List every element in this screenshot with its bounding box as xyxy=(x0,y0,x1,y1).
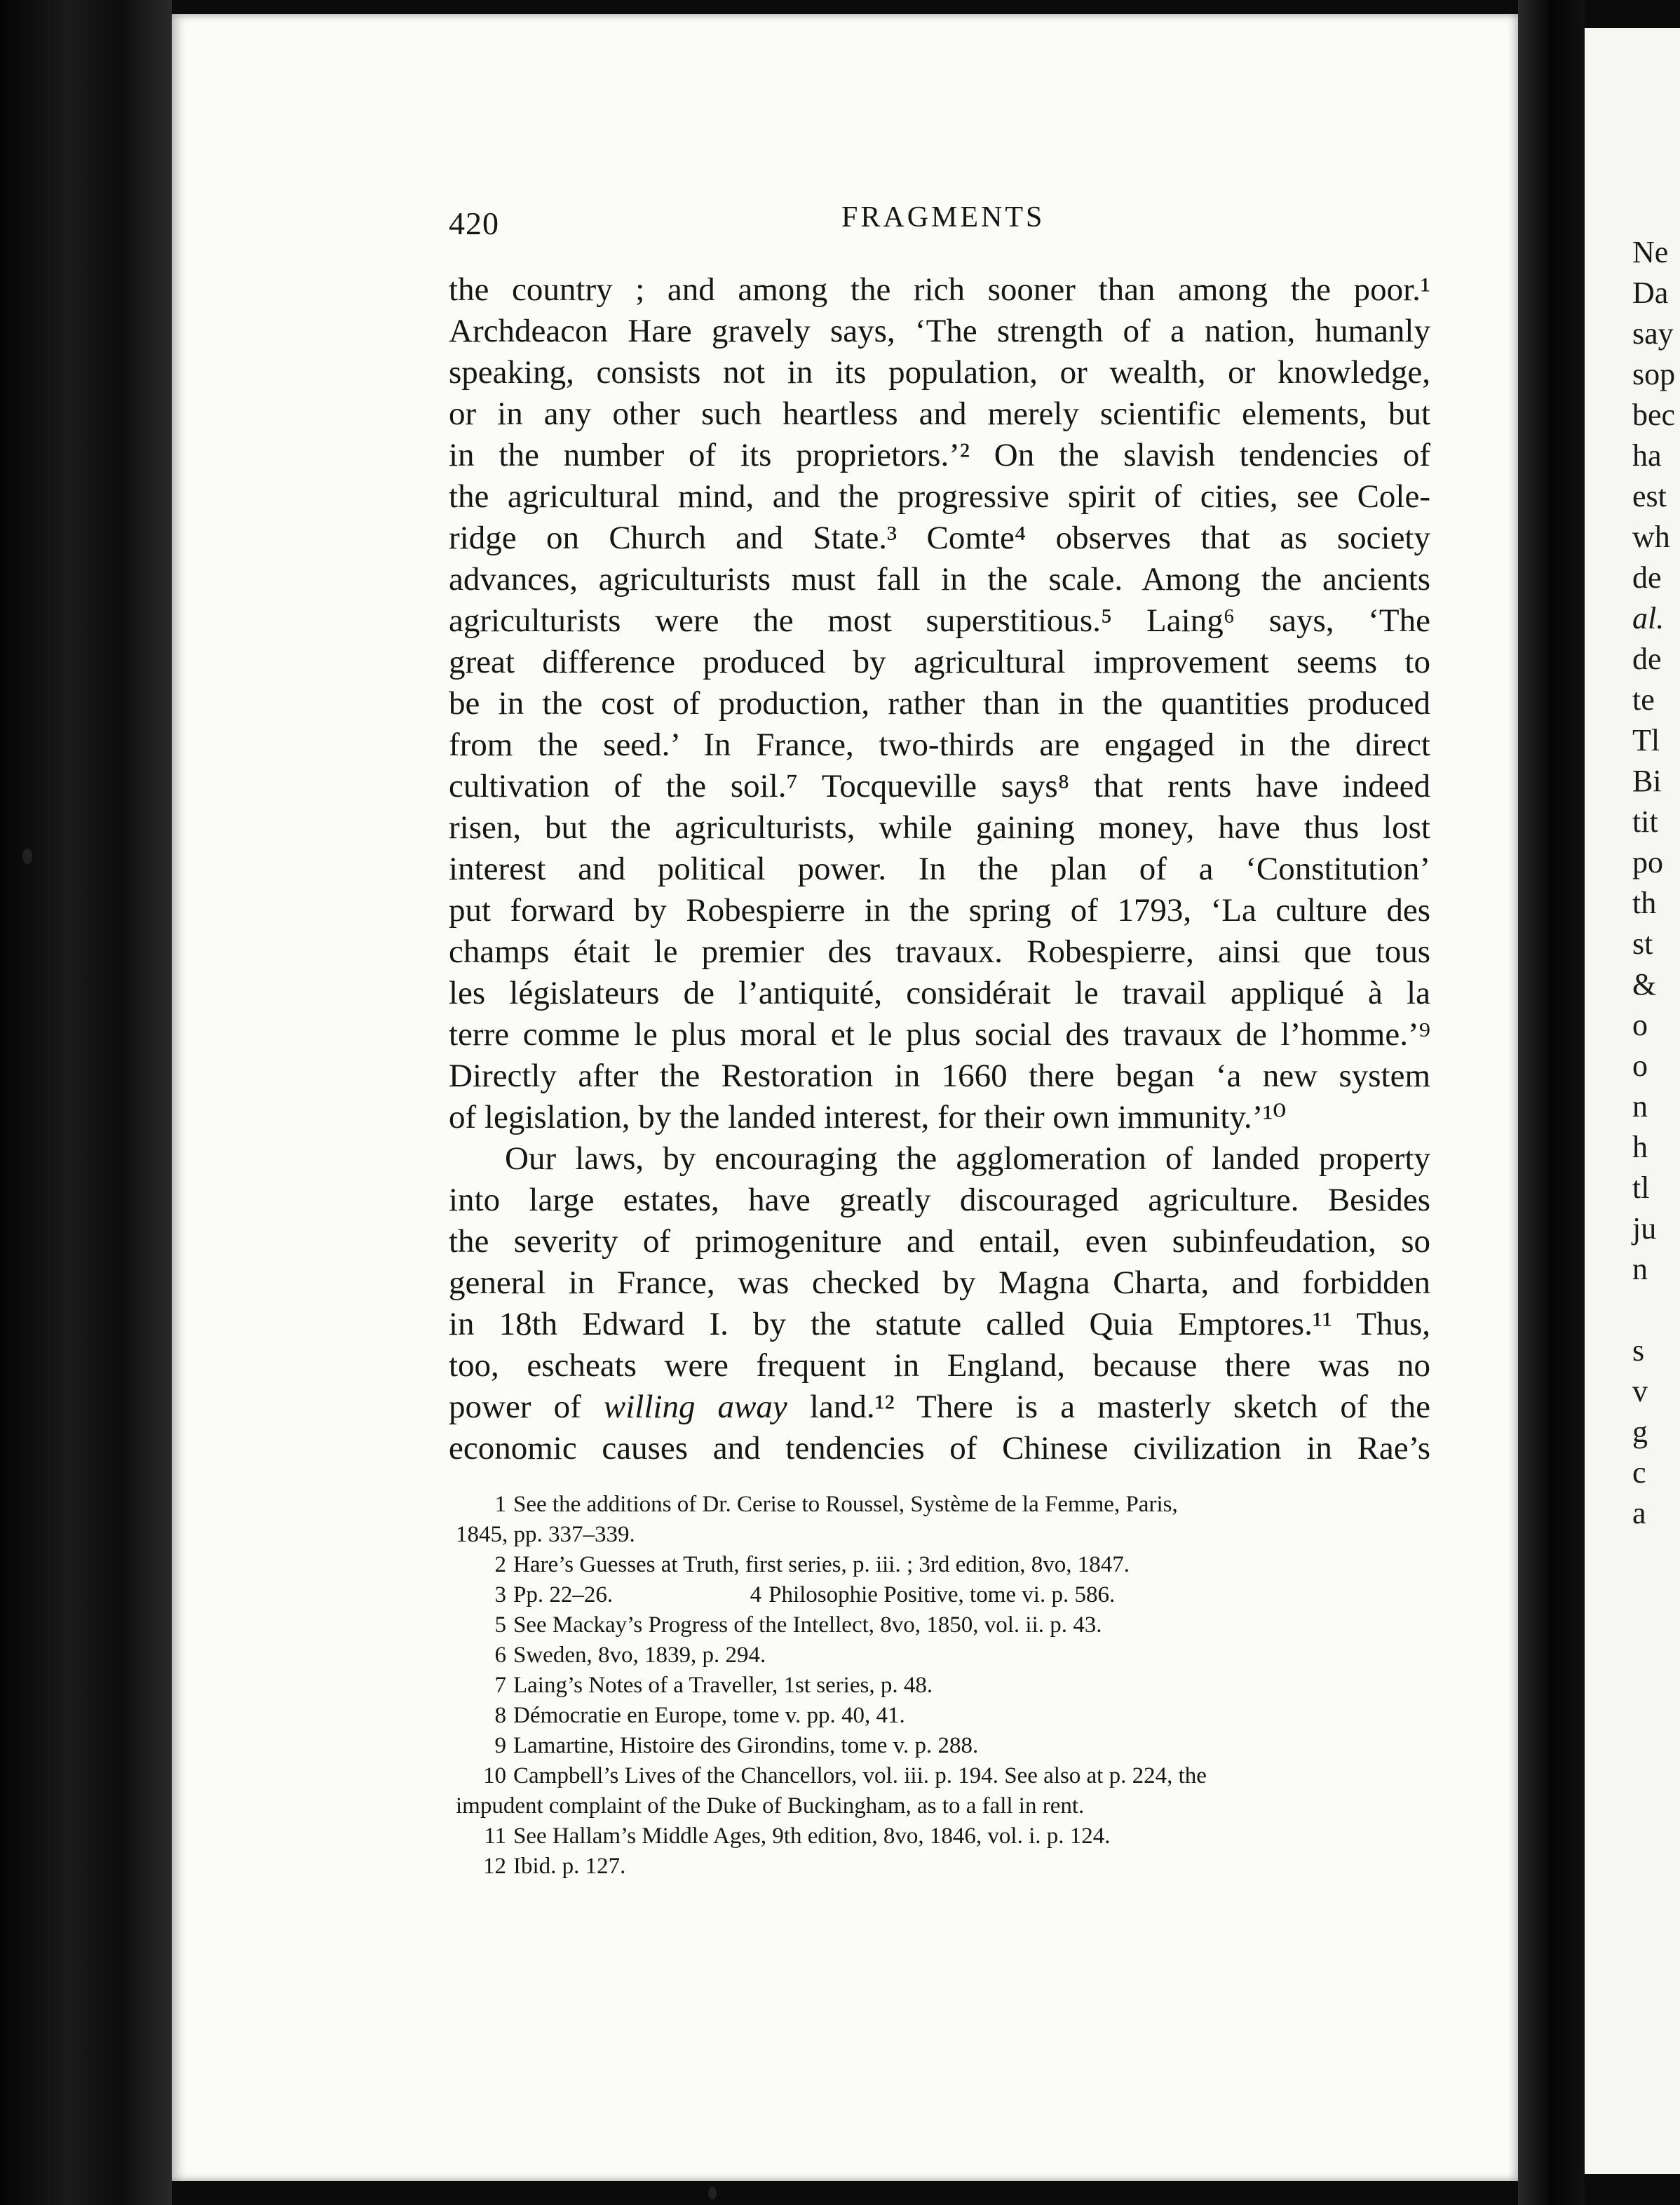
facing-page-fragment: tl xyxy=(1632,1171,1650,1205)
facing-page-fragment: c xyxy=(1632,1455,1646,1490)
footnote-3-4: 3 Pp. 22–26. 4 Philosophie Positive, tome vi. p. 586. xyxy=(494,1582,1116,1607)
text-line: Our laws, by encouraging the agglomeration of landed property xyxy=(505,1140,1430,1177)
text-line: great difference produced by agricultural improvement seems to xyxy=(449,644,1430,680)
facing-page-fragment: th xyxy=(1632,886,1657,920)
text-line: the country ; and among the rich sooner than among the poor.¹ xyxy=(449,271,1430,308)
page-number: 420 xyxy=(449,205,499,241)
facing-page-fragment: Da xyxy=(1632,276,1669,310)
facing-page-fragment: g xyxy=(1632,1415,1648,1449)
facing-page-fragment: ha xyxy=(1632,438,1662,473)
text-line: or in any other such heartless and merely scientific elements, but xyxy=(449,396,1430,432)
text-line: agriculturists were the most superstitious.⁵ Laing⁶ says, ‘The xyxy=(449,602,1430,639)
text-line: risen, but the agriculturists, while gaining money, have thus lost xyxy=(449,809,1430,846)
facing-page-fragment: & xyxy=(1632,967,1657,1002)
footnote-10-continued: impudent complaint of the Duke of Buckingham, as to a fall in rent. xyxy=(456,1793,1085,1819)
text-line: put forward by Robespierre in the spring of 1793, ‘La culture des xyxy=(449,892,1430,929)
footnote-1-continued: 1845, pp. 337–339. xyxy=(456,1522,635,1547)
text-line: from the seed.’ In France, two-thirds are engaged in the direct xyxy=(449,727,1430,763)
text-line: in the number of its proprietors.’² On the slavish tendencies of xyxy=(449,437,1430,473)
text-line: of legislation, by the landed interest, for their own immunity.’¹⁰ xyxy=(449,1099,1287,1135)
facing-page-fragment: al. xyxy=(1632,601,1665,635)
book-gutter xyxy=(1518,0,1585,2205)
scan-speck xyxy=(708,2187,717,2199)
facing-page-fragment: st xyxy=(1632,926,1653,961)
text-line: in 18th Edward I. by the statute called Quia Emptores.¹¹ Thus, xyxy=(449,1306,1430,1342)
facing-page-fragment: bec xyxy=(1632,398,1676,432)
facing-page-fragment: a xyxy=(1632,1496,1646,1530)
italic-phrase: willing away xyxy=(603,1389,787,1425)
text-line: the agricultural mind, and the progressive spirit of cities, see Cole- xyxy=(449,478,1430,515)
scan-speck xyxy=(22,849,32,864)
text-line: Directly after the Restoration in 1660 there began ‘a new system xyxy=(449,1058,1430,1094)
text-line: power of willing away land.¹² There is a masterly sketch of the xyxy=(449,1389,1431,1425)
text-line: economic causes and tendencies of Chinese civilization in Rae’s xyxy=(449,1430,1430,1466)
text-line: terre comme le plus moral et le plus social des travaux de l’homme.’⁹ xyxy=(449,1016,1430,1053)
facing-page-fragment: ju xyxy=(1632,1211,1657,1246)
facing-page-fragment: wh xyxy=(1632,520,1670,554)
facing-page-fragment: s xyxy=(1632,1333,1645,1368)
text-line: the severity of primogeniture and entail, even subinfeudation, so xyxy=(449,1223,1430,1260)
facing-page-fragment: po xyxy=(1632,845,1663,879)
text-line: interest and political power. In the plan of a ‘Constitution’ xyxy=(449,851,1430,887)
footnote-1: 1 See the additions of Dr. Cerise to Roussel, Système de la Femme, Paris, xyxy=(494,1492,1178,1517)
facing-page-fragment: n xyxy=(1632,1252,1648,1286)
running-head: FRAGMENTS xyxy=(841,201,1045,234)
facing-page-fragment: sop xyxy=(1632,357,1676,391)
footnotes xyxy=(456,1490,1430,1882)
facing-page-fragment: est xyxy=(1632,479,1667,513)
facing-page-fragment: tit xyxy=(1632,804,1658,839)
facing-page-fragment: Tl xyxy=(1632,723,1660,757)
footnote-6: 6 Sweden, 8vo, 1839, p. 294. xyxy=(494,1643,766,1668)
footnote-8: 8 Démocratie en Europe, tome v. pp. 40, 41. xyxy=(494,1703,905,1728)
footnote-2: 2 Hare’s Guesses at Truth, first series, p. iii. ; 3rd edition, 8vo, 1847. xyxy=(494,1552,1130,1577)
footnote-7: 7 Laing’s Notes of a Traveller, 1st series, p. 48. xyxy=(494,1673,933,1698)
facing-page-fragment: h xyxy=(1632,1130,1648,1164)
text-line: advances, agriculturists must fall in the scale. Among the ancients xyxy=(449,561,1430,598)
facing-page-fragment: te xyxy=(1632,682,1655,717)
text-line: ridge on Church and State.³ Comte⁴ observes that as society xyxy=(449,520,1430,556)
book-edge-left xyxy=(0,0,172,2205)
facing-page-fragment: o xyxy=(1632,1008,1648,1042)
facing-page-fragment: de xyxy=(1632,642,1662,676)
facing-page-fragment: say xyxy=(1632,316,1674,351)
text-line: cultivation of the soil.⁷ Tocqueville says⁸ that rents have indeed xyxy=(449,768,1430,804)
body-text xyxy=(449,269,1430,1469)
facing-page-fragment: v xyxy=(1632,1374,1648,1408)
text-line: champs était le premier des travaux. Robespierre, ainsi que tous xyxy=(449,933,1430,970)
text-line: Archdeacon Hare gravely says, ‘The strength of a nation, humanly xyxy=(449,313,1430,349)
footnote-12: 12 Ibid. p. 127. xyxy=(483,1854,626,1879)
facing-page-fragment: Bi xyxy=(1632,764,1662,798)
facing-page-fragment: de xyxy=(1632,560,1662,595)
facing-page-fragment: o xyxy=(1632,1048,1648,1083)
page-header xyxy=(449,201,1430,254)
text-line: general in France, was checked by Magna Charta, and forbidden xyxy=(449,1265,1430,1301)
footnote-5: 5 See Mackay’s Progress of the Intellect, 8vo, 1850, vol. ii. p. 43. xyxy=(494,1612,1102,1638)
facing-page-fragment: Ne xyxy=(1632,235,1669,269)
footnote-11: 11 See Hallam’s Middle Ages, 9th edition, 8vo, 1846, vol. i. p. 124. xyxy=(484,1823,1111,1849)
facing-page-fragment: n xyxy=(1632,1089,1648,1124)
text-line: into large estates, have greatly discouraged agriculture. Besides xyxy=(449,1182,1430,1218)
footnote-10: 10 Campbell’s Lives of the Chancellors, vol. iii. p. 194. See also at p. 224, the xyxy=(483,1763,1207,1788)
facing-page-edge xyxy=(1585,28,1680,2174)
text-line: too, escheats were frequent in England, because there was no xyxy=(449,1347,1430,1384)
text-line: speaking, consists not in its population, or wealth, or knowledge, xyxy=(449,354,1430,391)
text-line: les législateurs de l’antiquité, considérait le travail appliqué à la xyxy=(449,975,1430,1011)
footnote-9: 9 Lamartine, Histoire des Girondins, tome v. p. 288. xyxy=(494,1733,979,1758)
text-line: be in the cost of production, rather than in the quantities produced xyxy=(449,685,1430,722)
